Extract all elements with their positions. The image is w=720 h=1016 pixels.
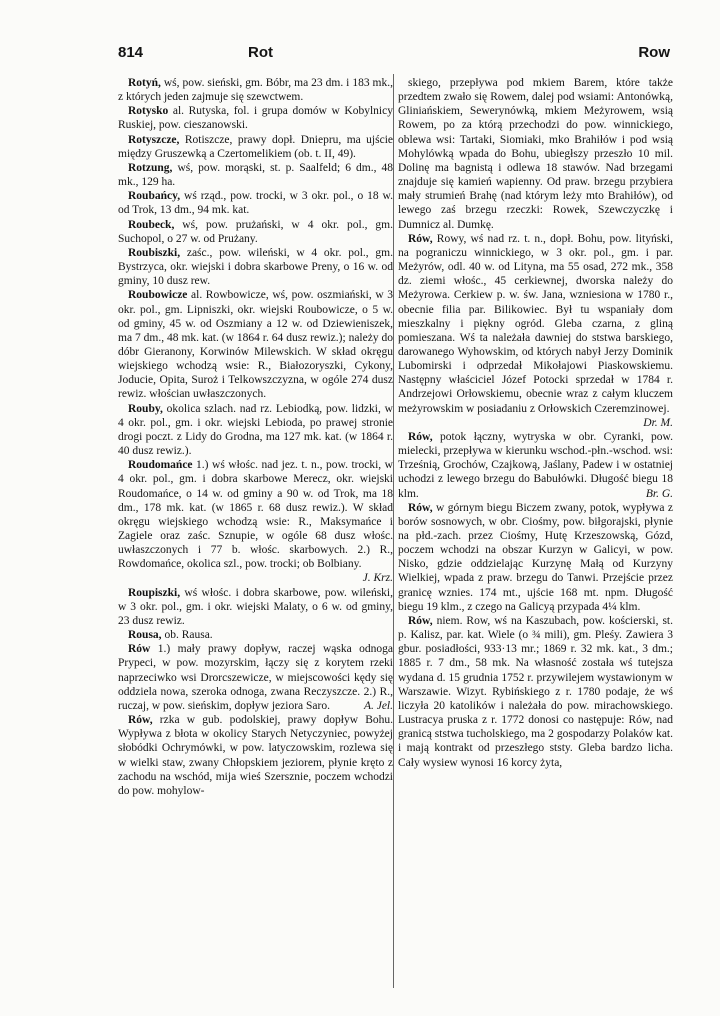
entry-headword: Roubowicze <box>128 289 188 302</box>
entry-headword: Rów, <box>408 232 433 245</box>
right-column <box>398 76 673 770</box>
dictionary-entry <box>118 133 393 161</box>
entry-headword: Rów, <box>408 614 433 627</box>
entry-headword: Roubeck, <box>128 218 175 231</box>
entry-text: wś, pow. sieński, gm. Bóbr, ma 23 dm. i 183 mk., z których jeden zajmuje się szewctwem. <box>118 77 393 104</box>
running-head-left: Rot <box>248 44 273 61</box>
entry-author-signature: Dr. M. <box>643 416 673 429</box>
entry-text: zaśc., pow. wileński, w 4 okr. pol., gm. Bystrzyca, okr. wiejski i dobra skarbowe Preny, o 16 w. od gminy, 10 dusz rew. <box>118 246 393 288</box>
dictionary-entry <box>398 76 673 232</box>
dictionary-entry <box>398 614 673 770</box>
dictionary-entry <box>118 104 393 132</box>
dictionary-entry <box>118 161 393 189</box>
entry-text: ob. Rausa. <box>161 629 213 642</box>
running-head-right: Row <box>638 44 670 61</box>
entry-text: al. Rowbowicze, wś, pow. oszmiański, w 3 okr. pol., gm. Lipniszki, okr. wiejski Roubowicze, o 5 w. od gminy, 45 w. od Oszmiany a 12 w. od Dziewieniszek, ma 7 dm., 48 mk. kat. (w 1864 r. 64 dusz rewiz.); należy do dóbr Gieranony, Korwinów Milewskich. W skład okręgu wiejskiego wchodzą wsie: R., Białozoryszki, Cykony, Joducie, Opita, Suroż i Telkowszczyzna, w ogóle 274 dusz rewiz. włościan uwłaszczonych. <box>118 289 393 401</box>
entry-headword: Rów, <box>408 501 433 514</box>
entry-text: wś włośc. i dobra skarbowe, pow. wileński, w 3 okr. pol., gm. i okr. wiejski Malaty, o 6 w. od gminy, 23 dusz rewiz. <box>118 586 393 627</box>
entry-text: 1.) wś włośc. nad jez. t. n., pow. trocki, w 4 okr. pol., gm. i dobra skarbowe Merecz, okr. wiejski Roudomańce, o 14 w. od gminy a 90 w. od Trok, ma 18 dm., 178 mk. kat. (w 1865 r. 68 dusz rewiz.). W skład okręgu wiejskiego wchodzą wsie: R., Maksymańce i Zagiele oraz zaśc. Sznupie, w ogóle 68 dusz włośc. uwłaszczonych i 77 b. włośc. skarbowych. 2.) R., Rowdomańce, okolica szl., pow. trocki; ob Bolbiany. <box>118 459 393 571</box>
entry-text: 1.) mały prawy dopływ, raczej wąska odnoga Prypeci, w pow. mozyrskim, łączy się z korytem rzeki naprzeciwko wsi Drorcszewicze, w miejscowości kędy się oddziela nowa, szeroka odnoga, zwana Reczyszcze. 2.) R., ruczaj, w pow. sieńskim, dopływ jeziora Saro. <box>118 643 393 712</box>
entry-author-signature: Br. G. <box>645 487 673 500</box>
entry-headword: Rotzung, <box>128 161 173 174</box>
entry-headword: Rów <box>128 643 151 656</box>
entry-headword: Roubańcy, <box>128 190 181 203</box>
entry-headword: Roubiszki, <box>128 246 181 259</box>
entry-text: niem. Row, wś na Kaszubach, pow. kościerski, st. p. Kalisz, par. kat. Wiele (o ¾ mili), gm. Pleśy. Zawiera 3 gbur. posiadłości, 933·13 mr.; 1869 r. 32 mk. kat., 3 dm.; 1885 r. 7 dm., 58 mk. Na własność została wś tutejsza wydana d. 15 grudnia 1752 r. przywilejem wystawionym w Warszawie. Wizyt. Rybińskiego z r. 1780 podaje, że wś liczyła 20 katolików i należała do pow. mirachowskiego. Lustracya pruska z r. 1772 donosi co następuje: Rów, nad granicą ststwa tucholskiego, ma 2 gospodarzy Polaków kat. i mają kontrakt od przeszłego ststy. Gleba bardzo licha. Cały wysiew wynosi 16 korcy żyta, <box>398 614 673 769</box>
entry-text: rzka w gub. podolskiej, prawy dopływ Bohu. Wypływa z błota w okolicy Starych Netyczyniec, powyżej słobódki Ochrymówki, w pow. latyczowskim, rozlewa się w wielki staw, zwany Chłopskiem jeziorem, płynie kręto z zachodu na wschód, mija wieś Szersznie, poczem wchodzi do pow. mohylow- <box>118 714 393 797</box>
dictionary-entry <box>118 218 393 246</box>
entry-text: wś rząd., pow. trocki, w 3 okr. pol., o 18 w. od Trok, 13 dm., 94 mk. kat. <box>118 190 393 217</box>
entry-text: skiego, przepływa pod mkiem Barem, które także przedtem zwało się Rowem, dalej pod wsiami: Antonówką, Gliniańskiem, Sewerynówką, mkiem Meżyrowem, wsią Rowem, po za którą przechodzi do pow. winnickiego, oblewa wsi: Tartaki, Siomiaki, mko Brahiłów i pod wsią Mohylówką wpada do Bohu, ubiegłszy przeszło 10 mil. Dolinę ma bagnistą i odlewa 18 stawów. Nad brzegami znajduje się kamień wapienny. Od praw. brzegu przybiera mały strumień Brahę (nad którym leży mto Brahiłów), od lewego zaś brzegu rzeczki: Rowek, Szewczyczkę i Dumnicz al. Dumkę. <box>398 77 673 231</box>
dictionary-entry <box>118 586 393 628</box>
dictionary-entry <box>118 402 393 459</box>
dictionary-entry <box>118 76 393 104</box>
entry-headword: Rów, <box>408 430 433 443</box>
entry-headword: Roudomańce <box>128 459 193 472</box>
dictionary-entry <box>398 501 673 614</box>
dictionary-entry <box>118 189 393 217</box>
dictionary-entry <box>118 713 393 798</box>
entry-headword: Roupiszki, <box>128 586 181 599</box>
dictionary-entry <box>118 458 393 585</box>
page-header <box>118 44 670 68</box>
dictionary-entry <box>118 246 393 288</box>
entry-author-signature: J. Krz. <box>362 572 393 585</box>
dictionary-entry <box>118 288 393 401</box>
entry-headword: Rouby, <box>128 402 163 415</box>
entry-text: Rowy, wś nad rz. t. n., dopł. Bohu, pow. lityński, na pograniczu winnickiego, w 3 okr. pol., gm. i par. Meżyrów, odl. 40 w. od Lityna, ma 55 osad, 272 mk., 358 dz. ziemi włośc., 45 cerkiewnej, dworska należy do Meżyrowa. Cerkiew p. w. św. Jana, wzniesiona w 1780 r., obecnie filia par. Bilikowiec. Był tu wspaniały dom mieszkalny i piękny ogród. Gleba czarna, z gliną pomieszana. Wś ta należała dawniej do ststwa barskiego, darowanego Wyhowskim, od których nabył Jerzy Dominik Lubomirski i odprzedał Mikołajowi Piaskowskiemu. Następny właściciel Józef Potocki sprzedał w 1784 r. Andrzejowi Orłowskiemu, obecnie wraz z całym kluczem meżyrowskim w posiadaniu z Orłowskich Czeremzinowej. <box>398 232 673 415</box>
entry-headword: Rów, <box>128 714 153 727</box>
left-column <box>118 76 393 798</box>
entry-text: w górnym biegu Biczem zwany, potok, wypływa z borów sosnowych, w obr. Ciośmy, pow. biłgorajski, płynie na płd.-zach. przez Ciośmy, Hutę Krzeszowską, Gózd, poczem wchodzi na obszar Kurzyn w Galicyi, w pow. Nisko, gdzie oddzielając Kurzynę Małą od Kurzyny Wielkiej, wpada z praw. brzegu do Tanwi. Przejście przez granicę wznies. 174 mt., ujście 168 mt. npm. Długość biegu 19 klm., z czego na Galicyą przypada 4¼ klm. <box>398 501 673 613</box>
entry-text: al. Rutyska, fol. i grupa domów w Kobylnicy Ruskiej, pow. cieszanowski. <box>118 105 393 132</box>
entry-headword: Rotyń, <box>128 77 161 89</box>
column-divider <box>393 74 394 988</box>
page-number: 814 <box>118 44 144 61</box>
entry-headword: Rotyszcze, <box>128 133 180 146</box>
entry-text: wś, pow. morąski, st. p. Saalfeld; 6 dm., 48 mk., 129 ha. <box>118 161 393 189</box>
dictionary-entry <box>398 430 673 501</box>
dictionary-entry <box>118 642 393 713</box>
dictionary-entry <box>118 628 393 642</box>
entry-text: okolica szlach. nad rz. Lebiodką, pow. lidzki, w 4 okr. pol., gm. i okr. wiejski Lebioda, po prawej stronie drogi poczt. z Lidy do Grodna, ma 127 mk. kat. (w 1864 r. 40 dusz rewiz.). <box>118 402 393 458</box>
entry-text: wś, pow. prużański, w 4 okr. pol., gm. Suchopol, o 27 w. od Prużany. <box>118 218 393 245</box>
entry-text: Rotiszcze, prawy dopł. Dniepru, ma ujście między Gruszewką a Czertomelikiem (ob. t. II, 49). <box>118 133 393 160</box>
dictionary-entry <box>398 232 673 429</box>
entry-author-signature: A. Jel. <box>363 699 393 712</box>
entry-headword: Rousa, <box>128 629 162 642</box>
entry-headword: Rotysko <box>128 105 169 118</box>
entry-text: potok łączny, wytryska w obr. Cyranki, pow. mielecki, przepływa w kierunku wschod.-płn.-wschod. wsi: Trześnią, Grochów, Czajkową, Jaślany, Padew i w ostatniej uchodzi z lewego brzegu do Babułówki. Długość biegu 18 klm. <box>398 430 673 500</box>
